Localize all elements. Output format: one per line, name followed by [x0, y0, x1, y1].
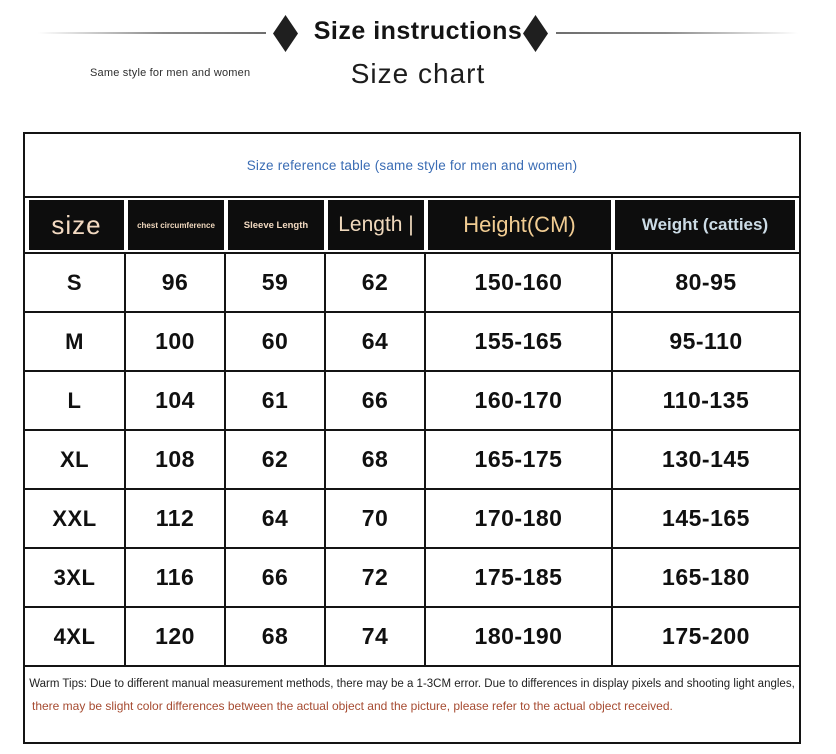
table-cell: 74	[326, 608, 426, 667]
table-cell: 61	[226, 372, 326, 431]
table-cell: 96	[126, 254, 226, 313]
row-label: L	[25, 372, 126, 431]
table-header-row	[25, 198, 799, 254]
header-cell-chest	[126, 198, 226, 252]
tagline: Same style for men and women	[90, 67, 251, 79]
table-cell: 120	[126, 608, 226, 667]
column-header-height-cm: Height(CM)	[463, 212, 576, 237]
table-caption: Size reference table (same style for men and women)	[246, 157, 578, 173]
table-cell: 72	[326, 549, 426, 608]
table-cell: 160-170	[426, 372, 613, 431]
table-cell: 165-180	[613, 549, 799, 608]
table-cell: 64	[326, 313, 426, 372]
table-cell: 62	[326, 254, 426, 313]
column-header-sleeve-length: Sleeve Length	[243, 219, 309, 231]
table-cell: 100	[126, 313, 226, 372]
table-cell: 180-190	[426, 608, 613, 667]
column-header-size: size	[51, 209, 102, 240]
table-row-l	[25, 372, 799, 431]
header-cell-size	[25, 198, 126, 252]
size-table	[23, 132, 801, 744]
table-cell: 68	[226, 608, 326, 667]
table-cell: 108	[126, 431, 226, 490]
row-label: S	[25, 254, 126, 313]
table-cell: 150-160	[426, 254, 613, 313]
row-label: XL	[25, 431, 126, 490]
table-cell: 104	[126, 372, 226, 431]
page-title: Size chart	[350, 58, 486, 89]
table-cell: 155-165	[426, 313, 613, 372]
table-cell: 112	[126, 490, 226, 549]
header-cell-sleeve	[226, 198, 326, 252]
table-cell: 175-185	[426, 549, 613, 608]
divider-line-right	[556, 32, 798, 34]
table-row-xl	[25, 431, 799, 490]
table-cell: 70	[326, 490, 426, 549]
column-header-chest-circumference: chest circumference	[137, 220, 215, 230]
table-cell: 80-95	[613, 254, 799, 313]
column-header-weight-catties: Weight (catties)	[641, 215, 769, 234]
table-cell: 130-145	[613, 431, 799, 490]
table-cell: 60	[226, 313, 326, 372]
warm-tips-line1: Warm Tips: Due to different manual measurement methods, there may be a 1-3CM error. Due to differences in display pixels and shooting light angles,	[29, 678, 795, 690]
table-cell: 95-110	[613, 313, 799, 372]
table-cell: 66	[226, 549, 326, 608]
table-cell: 62	[226, 431, 326, 490]
table-row-3xl	[25, 549, 799, 608]
banner-title: Size instructions	[313, 17, 523, 45]
row-label: 4XL	[25, 608, 126, 667]
table-row-m	[25, 313, 799, 372]
header-cell-weight	[613, 198, 799, 252]
table-row-s	[25, 254, 799, 313]
table-cell: 68	[326, 431, 426, 490]
table-cell: 59	[226, 254, 326, 313]
header-cell-length	[326, 198, 426, 252]
column-header-length: Length |	[338, 213, 414, 236]
row-label: M	[25, 313, 126, 372]
table-cell: 64	[226, 490, 326, 549]
row-label: XXL	[25, 490, 126, 549]
table-row-4xl	[25, 608, 799, 667]
table-cell: 145-165	[613, 490, 799, 549]
row-label: 3XL	[25, 549, 126, 608]
warm-tips-line2: there may be slight color differences between the actual object and the picture, please refer to the actual object received.	[32, 699, 673, 713]
table-cell: 170-180	[426, 490, 613, 549]
table-cell: 116	[126, 549, 226, 608]
table-cell: 66	[326, 372, 426, 431]
table-cell: 165-175	[426, 431, 613, 490]
table-cell: 110-135	[613, 372, 799, 431]
table-cell: 175-200	[613, 608, 799, 667]
table-row-xxl	[25, 490, 799, 549]
header-cell-height	[426, 198, 613, 252]
warm-tips	[25, 667, 799, 740]
table-caption-row	[25, 134, 799, 198]
